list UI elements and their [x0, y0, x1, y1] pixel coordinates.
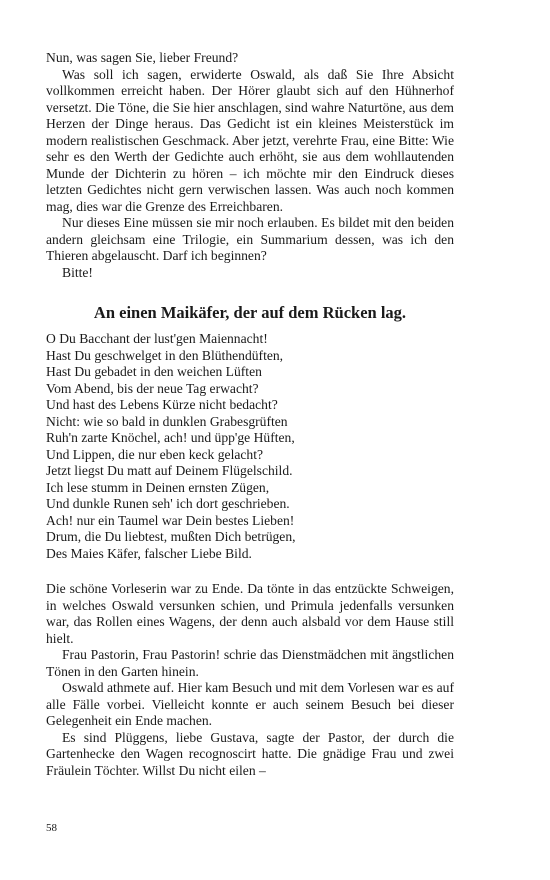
paragraph: Nun, was sagen Sie, lieber Freund? — [46, 50, 239, 65]
poem-line: O Du Bacchant der lust'gen Maiennacht! — [46, 331, 268, 346]
poem-line: Nicht: wie so bald in dunklen Grabesgrüften — [46, 413, 288, 429]
paragraph: Es sind Plüggens, liebe Gustava, sagte der Pastor, der durch die Gartenhecke den Wagen recognoscirt hatte. Die gnädige Frau und zwei Fräulein Töchter. Willst Du nicht eilen – — [46, 729, 454, 778]
poem-line: Des Maies Käfer, falscher Liebe Bild. — [46, 545, 252, 561]
paragraph: Die schöne Vorleserin war zu Ende. Da tönte in das entzückte Schweigen, in welches Oswald versunken schien, und Primula jedenfalls versunken war, das Rollen eines Wagens, der denn auch alsbald vor dem Hause still hielt. — [46, 581, 454, 646]
poem-line: Und Lippen, die nur eben keck gelacht? — [46, 446, 264, 462]
poem-line: Und hast des Lebens Kürze nicht bedacht? — [46, 397, 278, 412]
poem-title: An einen Maikäfer, der auf dem Rücken lag. — [93, 303, 407, 322]
paragraph: Bitte! — [62, 264, 93, 280]
poem-line: Hast Du geschwelget in den Blüthendüften, — [46, 347, 284, 363]
page-number: 58 — [46, 822, 57, 834]
poem-line: Ich lese stumm in Deinen ernsten Zügen, — [46, 479, 270, 495]
poem-line: Und dunkle Runen seh' ich dort geschrieben. — [46, 496, 290, 511]
poem-line: Drum, die Du liebtest, mußten Dich betrügen, — [46, 529, 296, 544]
paragraph: Nur dieses Eine müssen sie mir noch erlauben. Es bildet mit den beiden andern gleichsam eine Trilogie, ein Summarium dessen, was ich den Thieren abgelauscht. Darf ich beginnen? — [46, 215, 454, 263]
poem-line: Hast Du gebadet in den weichen Lüften — [46, 364, 262, 379]
book-page — [46, 50, 454, 779]
poem-line: Jetzt liegst Du matt auf Deinem Flügelschild. — [46, 463, 293, 478]
poem-line: Vom Abend, bis der neue Tag erwacht? — [46, 380, 259, 396]
poem-line: Ach! nur ein Taumel war Dein bestes Lieben! — [46, 512, 295, 528]
paragraph: Was soll ich sagen, erwiderte Oswald, als daß Sie Ihre Absicht vollkommen erreicht haben. Der Hörer glaubt sich auf den Hühnerhof versetzt. Die Töne, die Sie hier anschlagen, sind wahre Naturtöne, aus dem Herzen der Dinge heraus. Das Gedicht ist ein kleines Meisterstück im modern realistischen Geschmack. Aber jetzt, verehrte Frau, eine Bitte: Wie sehr es den Werth der Gedichte auch erhöht, sie aus dem wohllautenden Munde der Dichterin zu hören – ich möchte mir den Eindruck dieses letzten Gedichtes nicht gern verwischen lassen. Was auch noch kommen mag, dies war die Grenze des Erreichbaren. — [46, 66, 454, 214]
poem-line: Ruh'n zarte Knöchel, ach! und üpp'ge Hüften, — [46, 430, 295, 445]
paragraph: Oswald athmete auf. Hier kam Besuch und mit dem Vorlesen war es auf alle Fälle vorbei. Vielleicht konnte er auch seinem Besuch bei dieser Gelegenheit ein Ende machen. — [46, 680, 454, 728]
paragraph: Frau Pastorin, Frau Pastorin! schrie das Dienstmädchen mit ängstlichen Tönen in den Garten hinein. — [46, 647, 454, 679]
poem-body — [46, 331, 454, 562]
